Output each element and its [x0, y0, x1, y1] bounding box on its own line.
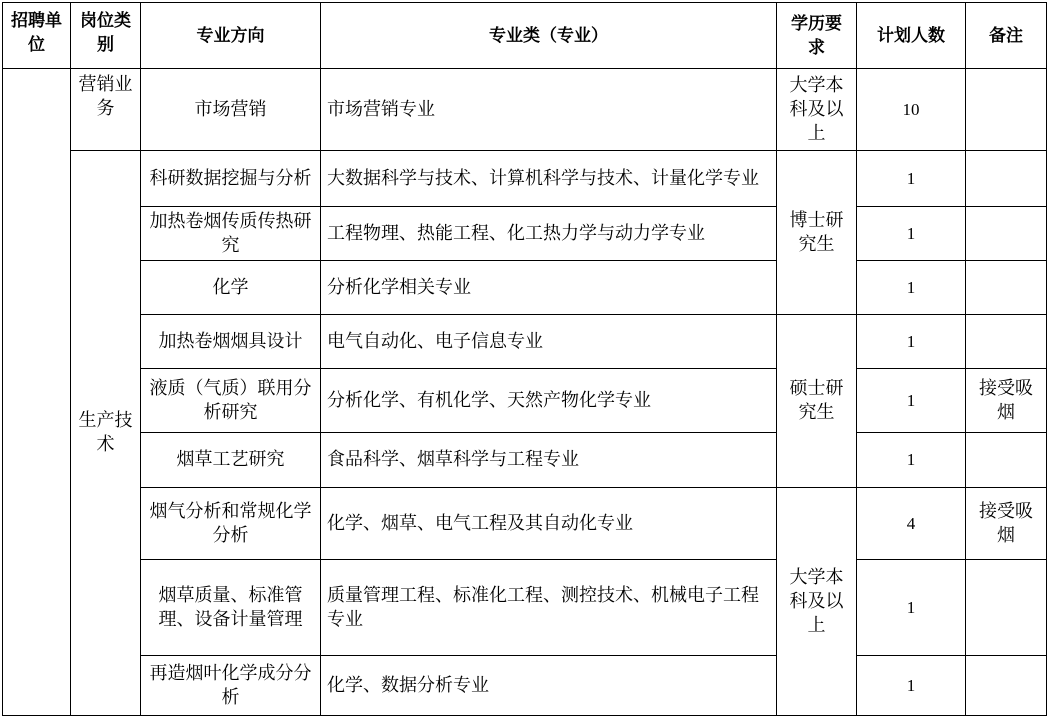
major-cell: 食品科学、烟草科学与工程专业	[321, 433, 777, 488]
major-cell: 电气自动化、电子信息专业	[321, 315, 777, 369]
remark-cell	[966, 433, 1047, 488]
count-cell: 1	[857, 315, 966, 369]
count-cell: 1	[857, 151, 966, 207]
remark-cell	[966, 69, 1047, 151]
table-row	[3, 151, 1047, 207]
major-cell: 化学、数据分析专业	[321, 656, 777, 716]
remark-cell	[966, 560, 1047, 656]
unit-cell	[3, 69, 71, 716]
table-row	[3, 207, 1047, 261]
category-production: 生产技术	[71, 151, 141, 716]
category-marketing: 营销业务	[71, 69, 141, 151]
direction-cell: 烟气分析和常规化学分析	[141, 488, 321, 560]
direction-cell: 烟草质量、标准管理、设备计量管理	[141, 560, 321, 656]
remark-cell	[966, 207, 1047, 261]
header-remarks: 备注	[966, 3, 1047, 69]
direction-cell: 化学	[141, 261, 321, 315]
education-phd: 博士研究生	[777, 151, 857, 315]
table-row	[3, 488, 1047, 560]
header-post-category: 岗位类别	[71, 3, 141, 69]
count-cell: 1	[857, 207, 966, 261]
count-cell: 1	[857, 560, 966, 656]
remark-cell	[966, 656, 1047, 716]
table-row	[3, 369, 1047, 433]
major-cell: 大数据科学与技术、计算机科学与技术、计量化学专业	[321, 151, 777, 207]
major-cell: 分析化学相关专业	[321, 261, 777, 315]
header-direction: 专业方向	[141, 3, 321, 69]
education-master: 硕士研究生	[777, 315, 857, 488]
direction-cell: 液质（气质）联用分析研究	[141, 369, 321, 433]
remark-cell	[966, 315, 1047, 369]
education-bachelor-1: 大学本科及以上	[777, 69, 857, 151]
remark-cell: 接受吸烟	[966, 369, 1047, 433]
remark-cell: 接受吸烟	[966, 488, 1047, 560]
major-cell: 工程物理、热能工程、化工热力学与动力学专业	[321, 207, 777, 261]
direction-cell: 加热卷烟传质传热研究	[141, 207, 321, 261]
header-plan-count: 计划人数	[857, 3, 966, 69]
direction-cell: 烟草工艺研究	[141, 433, 321, 488]
remark-cell	[966, 261, 1047, 315]
table-row	[3, 261, 1047, 315]
count-cell: 1	[857, 261, 966, 315]
remark-cell	[966, 151, 1047, 207]
table-row	[3, 433, 1047, 488]
table-row	[3, 560, 1047, 656]
count-cell: 10	[857, 69, 966, 151]
direction-cell: 科研数据挖掘与分析	[141, 151, 321, 207]
education-bachelor-2: 大学本科及以上	[777, 488, 857, 716]
header-row	[3, 3, 1047, 69]
major-cell: 质量管理工程、标准化工程、测控技术、机械电子工程专业	[321, 560, 777, 656]
major-cell: 市场营销专业	[321, 69, 777, 151]
table-row	[3, 69, 1047, 151]
major-cell: 化学、烟草、电气工程及其自动化专业	[321, 488, 777, 560]
table-row	[3, 656, 1047, 716]
header-major: 专业类（专业）	[321, 3, 777, 69]
count-cell: 1	[857, 433, 966, 488]
header-unit: 招聘单位	[3, 3, 71, 69]
major-cell: 分析化学、有机化学、天然产物化学专业	[321, 369, 777, 433]
direction-cell: 再造烟叶化学成分分析	[141, 656, 321, 716]
header-education: 学历要求	[777, 3, 857, 69]
table-row	[3, 315, 1047, 369]
direction-cell: 市场营销	[141, 69, 321, 151]
count-cell: 4	[857, 488, 966, 560]
count-cell: 1	[857, 369, 966, 433]
count-cell: 1	[857, 656, 966, 716]
direction-cell: 加热卷烟烟具设计	[141, 315, 321, 369]
recruitment-table	[2, 2, 1047, 716]
